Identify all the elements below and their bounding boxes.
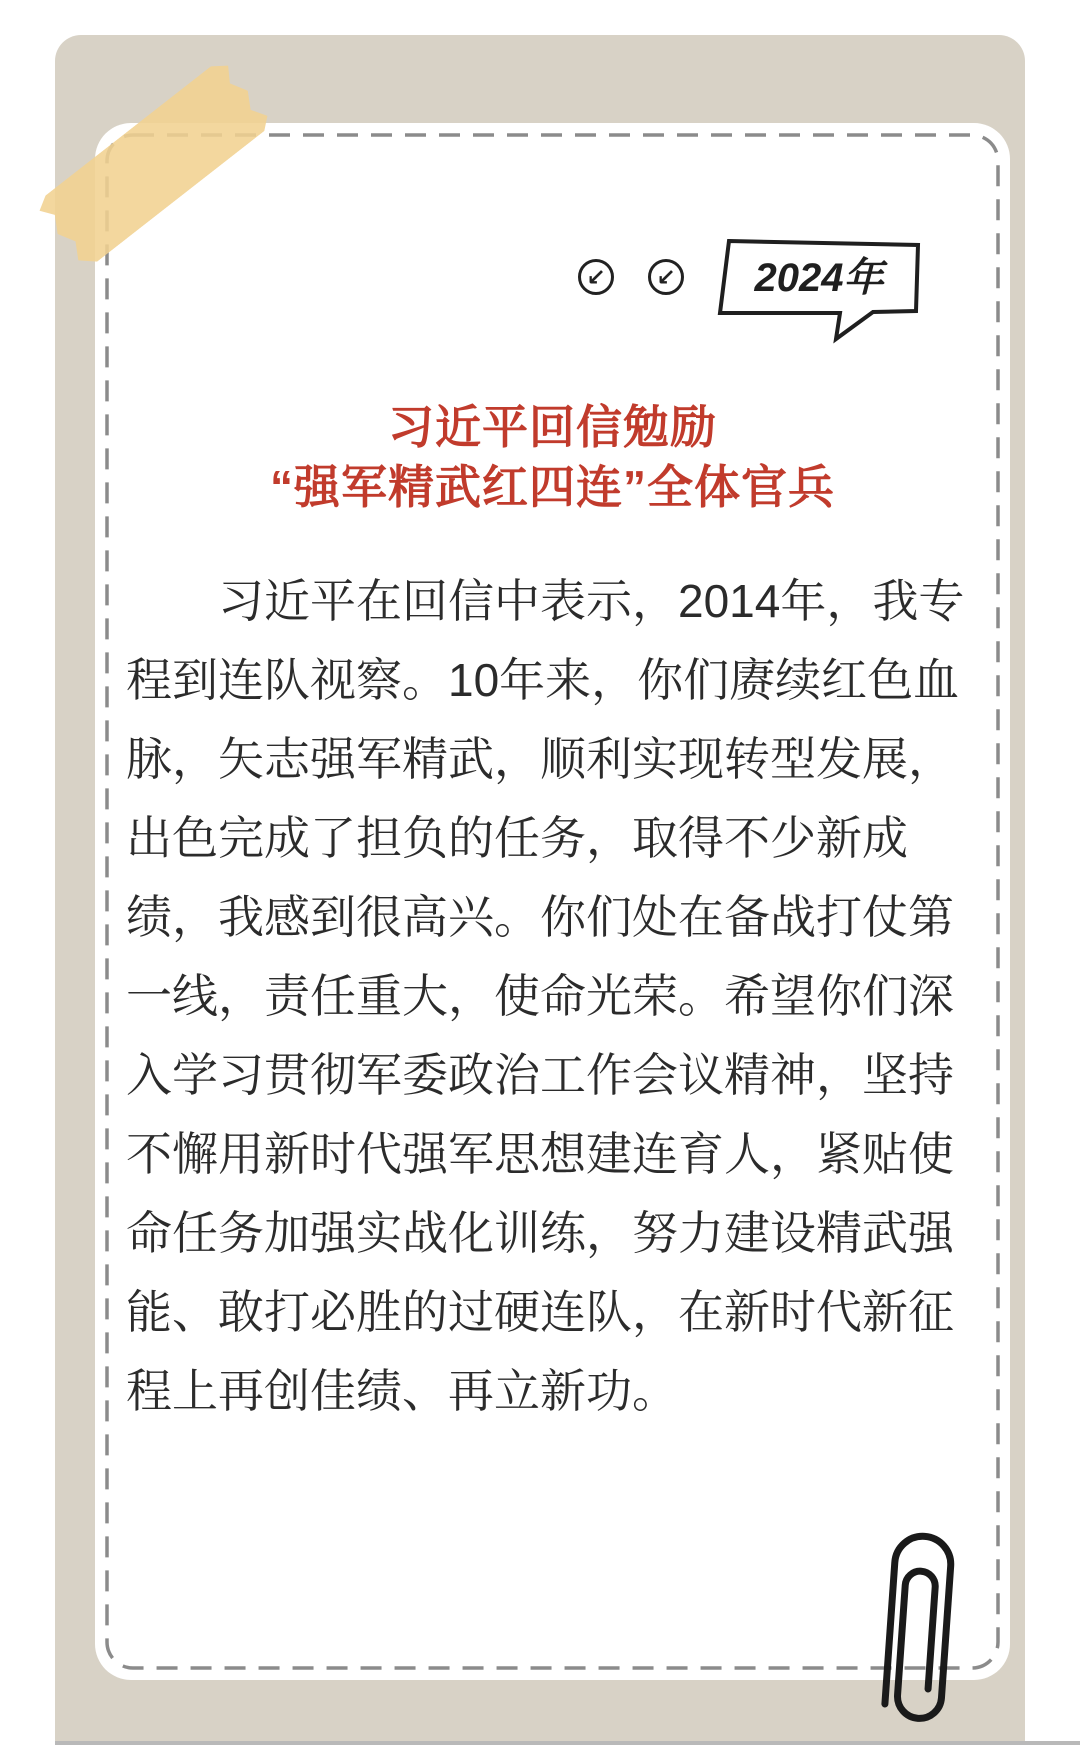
- bottom-edge-divider: [55, 1741, 1080, 1745]
- body-line: 出色完成了担负的任务，取得不少新成: [126, 812, 908, 864]
- body-line: 脉，矢志强军精武，顺利实现转型发展，: [126, 733, 954, 785]
- body-line: 一线，责任重大，使命光荣。希望你们深: [126, 970, 954, 1022]
- page-title-line2: “强军精武红四连”全体官兵: [270, 461, 835, 513]
- year-label: 2024年: [754, 256, 884, 300]
- southwest-arrow-glyph: ↙: [586, 263, 606, 290]
- paperclip-icon: [852, 1514, 980, 1745]
- body-line: 能、敢打必胜的过硬连队，在新时代新征: [126, 1286, 954, 1338]
- southwest-arrow-glyph: ↙: [656, 263, 676, 290]
- body-line: 不懈用新时代强军思想建连育人，紧贴使: [126, 1128, 954, 1180]
- body-line: 程到连队视察。10年来，你们赓续红色血: [126, 654, 960, 706]
- year-speech-bubble: [715, 228, 930, 346]
- body-line: 绩，我感到很高兴。你们处在备战打仗第: [126, 891, 954, 943]
- southwest-arrow-icon: [578, 259, 614, 295]
- letter-body: [126, 562, 965, 1431]
- body-line: 习近平在回信中表示，2014年，我专: [218, 575, 965, 627]
- page-title-line1: 习近平回信勉励: [388, 401, 717, 453]
- body-line: 程上再创佳绩、再立新功。: [126, 1365, 678, 1417]
- body-line: 入学习贯彻军委政治工作会议精神，坚持: [126, 1049, 954, 1101]
- body-line: 命任务加强实战化训练，努力建设精武强: [126, 1207, 954, 1259]
- page-title: [95, 397, 1010, 517]
- southwest-arrow-icon: [648, 259, 684, 295]
